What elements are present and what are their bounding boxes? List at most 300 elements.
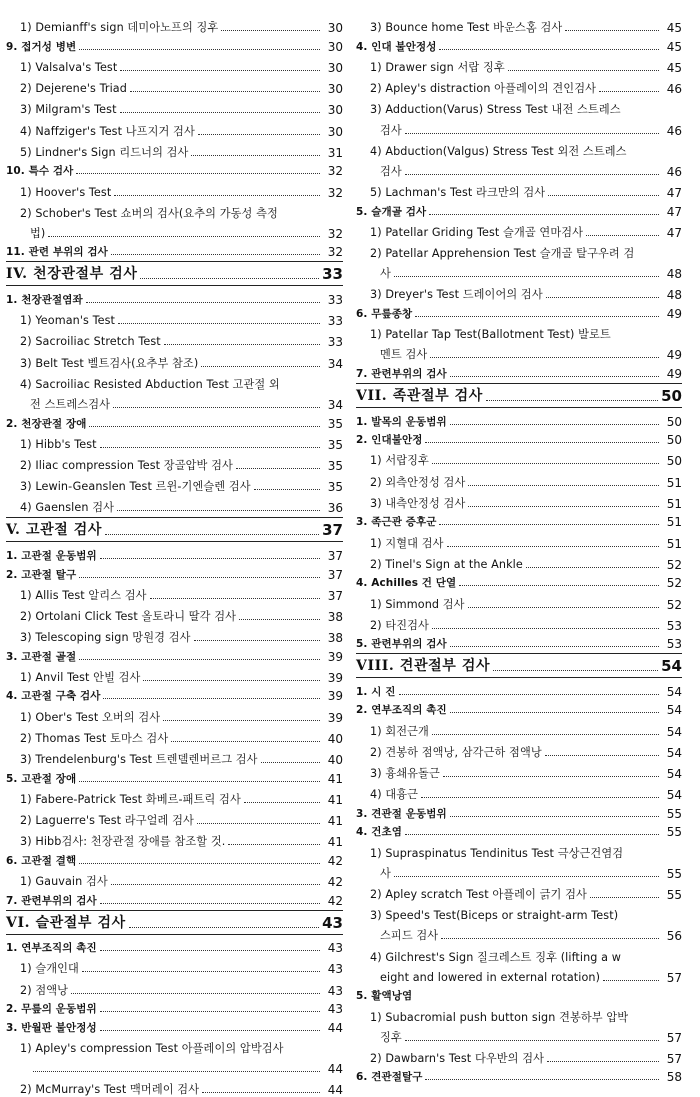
toc-page-number: 46 [666,164,682,179]
toc-entry [6,473,343,494]
dot-leader [130,91,320,92]
toc-entry [356,902,682,923]
toc-page-number: 57 [666,1030,682,1045]
toc-page-number: 37 [327,548,343,563]
toc-entry [6,349,343,370]
toc-entry-title: VI. 슬관절부 검사 [6,914,126,931]
toc-entry [6,767,343,786]
dot-leader [439,524,659,525]
dot-leader [143,680,320,681]
toc-entry [356,362,682,381]
toc-entry [356,943,682,964]
dot-leader [129,927,319,928]
dot-leader [450,424,659,425]
dot-leader [82,971,320,972]
dot-leader [114,195,320,196]
toc-entry-title: 검사 [380,164,402,178]
toc-entry [6,328,343,349]
toc-page-number: 47 [666,204,682,219]
dot-leader [100,903,320,904]
toc-entry-continuation [6,1056,343,1076]
toc-entry [6,563,343,582]
toc-entry [6,200,343,221]
dot-leader [432,463,659,464]
toc-entry-title: 4) Sacroiliac Resisted Abduction Test 고관절 외 [20,377,280,391]
dot-leader [171,741,320,742]
dot-leader [197,823,320,824]
toc-page-number: 30 [327,60,343,75]
toc-entry [356,54,682,75]
toc-entry [6,54,343,75]
toc-entry [356,179,682,200]
toc-page-number: 55 [666,825,682,840]
dot-leader [432,734,659,735]
toc-page-number: 35 [327,480,343,495]
dot-leader [79,659,320,660]
toc-page-number: 42 [327,853,343,868]
dot-leader [140,278,319,279]
toc-entry-title: 1) Simmond 검사 [370,597,465,611]
toc-page-number: 50 [666,414,682,429]
dot-leader [450,816,659,817]
toc-entry-title: 1) Allis Test 알리스 검사 [20,588,147,602]
dot-leader [111,254,320,255]
toc-entry-title: 5) Lachman's Test 라크만의 검사 [370,186,546,200]
toc-entry-title: 1) Anvil Test 안빌 검사 [20,670,141,684]
toc-page-number: 32 [327,226,343,241]
dot-leader [508,70,659,71]
dot-leader [599,91,659,92]
dot-leader [394,276,659,277]
toc-entry-title: 3) 흉쇄유돌근 [370,767,440,781]
toc-page-number: 50 [661,387,682,405]
toc-page-number: 58 [666,1070,682,1085]
toc-entry-title: 법) [30,226,46,240]
toc-entry-title: 2) Tinel's Sign at the Ankle [370,557,523,571]
toc-page-number: 52 [666,597,682,612]
dot-leader [441,938,659,939]
toc-entry [6,307,343,328]
toc-page-number: 34 [327,398,343,412]
dot-leader [432,628,659,629]
toc-entry-continuation [6,392,343,412]
toc-entry-title: 2) Ortolani Click Test 올토라니 딸각 검사 [20,609,237,623]
dot-leader [239,619,320,620]
toc-page-number: 32 [327,185,343,200]
dot-leader [86,302,320,303]
toc-page-number: 56 [666,929,682,944]
toc-entry [356,881,682,902]
dot-leader [425,442,659,443]
dot-leader [399,694,660,695]
toc-entry-title: 3) Hibb검사: 천장관절 장애를 참조할 것. [20,835,226,849]
toc-entry-title: 사 [380,866,391,880]
toc-entry-title: 4) Gaenslen 검사 [20,501,115,515]
toc-entry-continuation [356,923,682,943]
toc-entry [356,551,682,572]
dot-leader [71,993,320,994]
dot-leader [118,323,320,324]
toc-entry [356,781,682,802]
toc-page-number: 32 [327,164,343,179]
toc-entry [6,746,343,767]
toc-entry [6,371,343,392]
toc-page-number: 52 [666,576,682,591]
dot-leader [163,720,320,721]
toc-entry-title: 1) Apley's compression Test 아플레이의 압박검사 [20,1041,284,1055]
toc-entry [6,868,343,889]
toc-entry [6,96,343,117]
toc-entry-title: 1) Hibb's Test [20,437,97,451]
dot-leader [111,884,320,885]
toc-entry-title: 3. 반월판 불안정성 [6,1021,97,1034]
toc-entry-title: 4) Abduction(Valgus) Stress Test 외전 스트레스 [370,144,627,158]
toc-page-number: 33 [327,293,343,308]
dot-leader [120,112,320,113]
dot-leader [546,297,659,298]
toc-entry-title: 1) Yeoman's Test [20,314,116,328]
toc-entry [6,603,343,624]
toc-entry-title: 3) Lewin-Geanslen Test 르윈-기엔슬렌 검사 [20,480,251,494]
toc-page-number: 49 [666,367,682,381]
dot-leader [548,195,659,196]
toc-page-number: 32 [327,245,343,260]
toc-entry-title: 1) Subacromial push button sign 견봉하부 압박 [370,1010,629,1024]
toc-entry-title: 1) Supraspinatus Tendinitus Test 극상근건염검 [370,846,624,860]
toc-entry [6,664,343,685]
toc-entry [6,807,343,828]
toc-entry-title: 2) Laguerre's Test 라구얼레 검사 [20,814,194,827]
toc-entry-title: 1) Drawer sign 서랍 징후 [370,60,505,74]
toc-entry-title: 5. 관련부위의 검사 [356,638,447,651]
dot-leader [450,646,659,647]
toc-entry-title: VIII. 견관절부 검사 [356,658,491,675]
toc-page-number: 53 [666,618,682,633]
toc-entry [356,14,682,35]
toc-entry-title: 3) Telescoping sign 망원경 검사 [20,631,191,645]
toc-entry-title: 1) 지혈대 검사 [370,536,444,550]
toc-page-number: 30 [327,39,343,54]
toc-page-number: 55 [666,806,682,821]
toc-page-number: 54 [666,788,682,803]
toc-page-number: 35 [327,437,343,452]
toc-entry-title: 1) Patellar Griding Test 슬개골 연마검사 [370,225,584,239]
toc-entry [6,431,343,452]
toc-entry [6,624,343,645]
toc-entry [6,35,343,54]
dot-leader [439,49,659,50]
toc-entry [6,582,343,603]
toc-entry-title: 2) Dejerene's Triad [20,82,127,96]
dot-leader [100,447,320,448]
toc-page-number: 37 [322,521,343,540]
toc-entry [356,511,682,530]
dot-leader [425,1079,659,1080]
toc-entry [356,529,682,550]
toc-entry-title: 2. 천장관절 장애 [6,417,87,430]
toc-page-number: 49 [666,307,682,322]
toc-entry-title: 11. 관련 부위의 검사 [6,246,108,259]
toc-page-number: 54 [661,657,682,676]
toc-page-number: 54 [666,703,682,718]
toc-page-number: 38 [327,609,343,624]
toc-entry-title: 3) Milgram's Test [20,103,117,117]
toc-entry [6,786,343,807]
toc-entry [356,1045,682,1066]
dot-leader [79,781,320,782]
toc-entry-title: 전 스트레스검사 [30,398,111,411]
dot-leader [590,897,659,898]
toc-page-number: 52 [666,557,682,572]
toc-entry-title: 징후 [380,1030,402,1044]
toc-entry [356,490,682,511]
toc-page-number: 51 [666,475,682,490]
toc-entry [6,889,343,908]
toc-entry-title: 2) Patellar Apprehension Test 슬개골 탈구우려 검 [370,247,635,261]
toc-entry-title: 3) Dreyer's Test 드레이어의 검사 [370,288,543,302]
dot-leader [447,546,659,547]
toc-page-number: 35 [327,458,343,473]
toc-entry [356,429,682,448]
toc-page-number: 44 [327,1062,343,1077]
toc-page-number: 55 [666,887,682,902]
toc-entry-title: 3) Bounce home Test 바운스홈 검사 [370,21,563,35]
toc-entry [6,544,343,563]
toc-entry [356,281,682,302]
dot-leader [100,950,320,951]
dot-leader [443,776,659,777]
toc-entry-title: 1) 회전근개 [370,724,429,738]
toc-entry-title: 4. Achilles 건 단열 [356,577,457,590]
dot-leader [228,844,320,845]
dot-leader [89,426,320,427]
toc-chapter-heading [6,910,343,935]
toc-entry [356,138,682,159]
toc-entry-title: 1) Hoover's Test [20,185,112,199]
toc-page-number: 48 [666,288,682,303]
dot-leader [100,1030,320,1031]
toc-page-number: 31 [327,145,343,160]
toc-entry-title: 1) Patellar Tap Test(Ballotment Test) 발로트 [370,328,611,342]
toc-entry-title: 10. 특수 검사 [6,165,74,178]
toc-page-number: 46 [666,82,682,97]
toc-page-number: 47 [666,186,682,201]
toc-left-column [6,14,343,1097]
toc-entry [6,976,343,997]
toc-entry [6,1016,343,1035]
toc-page-number: 37 [327,588,343,603]
toc-entry-title: 4. 건초염 [356,826,402,839]
toc-entry [6,160,343,179]
toc-entry [356,302,682,321]
toc-entry [6,452,343,473]
toc-entry [6,685,343,704]
toc-entry [6,1035,343,1056]
toc-entry [6,955,343,976]
toc-entry-title: 2) 타진검사 [370,618,429,632]
toc-entry-title: 스피드 검사 [380,929,439,943]
toc-entry-title: 1) Ober's Test 오버의 검사 [20,710,161,724]
toc-entry [6,14,343,35]
toc-page-number: 37 [327,567,343,582]
toc-page-number: 54 [666,684,682,699]
toc-entry [6,412,343,431]
toc-entry-title: 2) 점액낭 [20,983,69,997]
toc-chapter-heading [6,261,343,286]
dot-leader [450,376,659,377]
toc-entry-title: 9. 접거성 병변 [6,40,77,53]
dot-leader [76,173,320,174]
dot-leader [430,357,659,358]
dot-leader [565,30,659,31]
toc-page-number: 39 [327,689,343,704]
toc-entry-continuation [356,342,682,362]
dot-leader [486,400,658,401]
toc-entry-title: 2) 외측안정성 검사 [370,475,466,489]
toc-page-number: 45 [666,39,682,54]
dot-leader [202,1092,320,1093]
toc-page-number: 39 [327,670,343,685]
toc-entry [6,937,343,956]
toc-entry [6,117,343,138]
toc-entry [6,494,343,515]
toc-entry-title: 2. 연부조직의 촉진 [356,704,447,717]
dot-leader [120,70,320,71]
toc-entry-title: 2) Iliac compression Test 장골압박 검사 [20,458,233,472]
toc-page-number: 39 [327,710,343,725]
toc-page-number: 57 [666,970,682,985]
toc-entry [356,760,682,781]
dot-leader [79,577,320,578]
dot-leader [405,133,659,134]
dot-leader [113,407,320,408]
toc-entry [356,633,682,652]
toc-entry [6,178,343,199]
dot-leader [194,640,320,641]
toc-entry [6,75,343,96]
toc-page-number: 41 [327,771,343,786]
toc-entry-title: 2) Apley's distraction 아플레이의 견인검사 [370,82,597,96]
toc-chapter-heading [356,383,682,408]
toc-entry-title: 4) Naffziger's Test 나프지거 검사 [20,124,195,138]
toc-page-number: 47 [666,225,682,240]
toc-page-number: 41 [327,814,343,828]
dot-leader [459,585,659,586]
toc-entry [356,699,682,718]
toc-entry [6,828,343,849]
toc-entry-title: 2) Thomas Test 토마스 검사 [20,731,169,745]
toc-page-number: 51 [666,496,682,511]
toc-entry-continuation [356,965,682,985]
dot-leader [79,863,320,864]
toc-entry-title: 2) Apley scratch Test 아플레이 긁기 검사 [370,887,587,901]
toc-entry-title: 4) 대흉근 [370,788,419,802]
toc-entry [356,240,682,261]
dot-leader [547,1061,659,1062]
toc-entry-title: 1) 서랍징후 [370,454,429,468]
toc-entry-title: 사 [380,267,391,281]
toc-page-number: 35 [327,416,343,431]
toc-entry-title: 4. 고관절 구축 검사 [6,690,101,703]
dot-leader [429,214,659,215]
toc-page-number: 39 [327,649,343,664]
toc-entry-title: 6. 견관절탈구 [356,1071,423,1084]
toc-page-number: 41 [327,792,343,807]
toc-entry-title: 5. 슬개골 검사 [356,205,427,218]
dot-leader [261,762,320,763]
toc-entry [356,680,682,699]
toc-entry [356,1003,682,1024]
toc-page-number: 44 [327,1020,343,1035]
toc-page-number: 51 [666,536,682,551]
toc-page-number: 54 [666,767,682,782]
dot-leader [100,1011,320,1012]
toc-entry [356,219,682,240]
toc-entry-title: 2) Dawbarn's Test 다우반의 검사 [370,1051,545,1065]
dot-leader [201,366,320,367]
dot-leader [468,506,659,507]
toc-entry-title: 검사 [380,123,402,137]
toc-entry-continuation [356,159,682,179]
toc-entry-title: 1) Gauvain 검사 [20,874,108,888]
toc-entry-continuation [356,261,682,281]
toc-page-number: 30 [327,124,343,139]
toc-page-number: 33 [327,335,343,350]
toc-page-number: 43 [327,983,343,998]
toc-page-number: 54 [666,724,682,739]
toc-page-number: 55 [666,866,682,881]
toc-entry-title: 3) 내측안정성 검사 [370,496,466,510]
dot-leader [603,980,659,981]
toc-entry [6,849,343,868]
toc-entry [356,447,682,468]
dot-leader [415,316,659,317]
toc-entry-title: 1. 발목의 운동범위 [356,415,447,428]
toc-entry-title: 1. 천장관절염좌 [6,294,83,307]
toc-chapter-heading [6,517,343,542]
toc-page-number: 33 [327,314,343,329]
toc-page-number: 50 [666,454,682,469]
toc-entry [356,75,682,96]
toc-entry [356,321,682,342]
dot-leader [164,344,320,345]
toc-entry-title: 5. 활액낭염 [356,990,413,1003]
dot-leader [450,712,659,713]
toc-entry-title: 1. 고관절 운동범위 [6,549,97,562]
dot-leader [221,30,320,31]
toc-entry [356,839,682,860]
toc-entry-title: 1) 슬개인대 [20,962,79,976]
toc-entry-title: 7. 관련부위의 검사 [356,368,447,380]
toc-entry [356,35,682,54]
toc-page-number: 45 [666,21,682,36]
dot-leader [79,49,320,50]
toc-entry [356,590,682,611]
toc-page-number: 43 [327,941,343,956]
toc-page-number: 40 [327,753,343,768]
toc-entry-title: 1) Valsalva's Test [20,60,118,74]
toc-entry-title: 3) Belt Test 벨트검사(요추부 참조) [20,356,199,370]
dot-leader [586,235,659,236]
toc-right-column [356,14,682,1084]
toc-entry-continuation [356,861,682,881]
toc-entry [6,725,343,746]
toc-entry [6,703,343,724]
toc-page-number: 34 [327,356,343,371]
toc-page-number: 30 [327,103,343,118]
toc-entry [6,241,343,260]
toc-page-number: 57 [666,1051,682,1066]
